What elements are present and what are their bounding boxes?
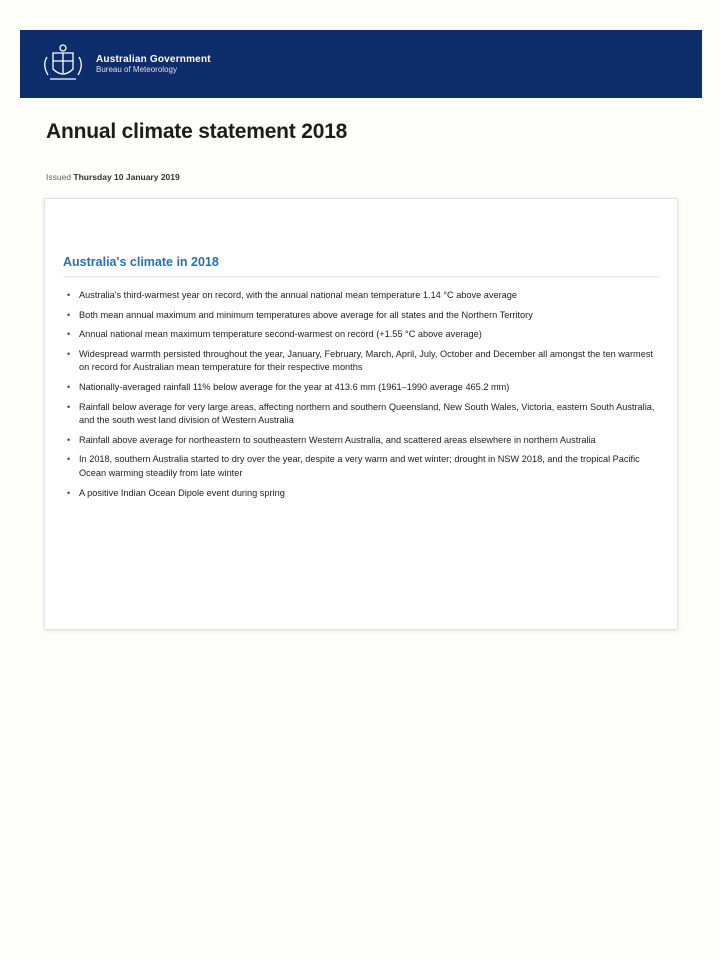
logo-line-bureau: Bureau of Meteorology (96, 65, 177, 75)
site-header (20, 30, 702, 98)
list-item: • Both mean annual maximum and minimum temperatures above average for all states and the Northern Territory (65, 309, 655, 323)
list-item: • Australia's third-warmest year on record, with the annual national mean temperature 1.14 °C above average (65, 289, 655, 303)
summary-list (65, 289, 655, 506)
heading-divider (63, 276, 659, 277)
list-item: • A positive Indian Ocean Dipole event during spring (65, 487, 655, 501)
page-title: Annual climate statement 2018 (46, 120, 348, 143)
logo-line-government: Australian Government (96, 53, 211, 65)
issued-label: Issued (46, 172, 72, 182)
summary-card (44, 198, 678, 630)
list-item: • Rainfall above average for northeastern to southeastern Western Australia, and scattered areas elsewhere in northern Australia (65, 434, 655, 448)
coat-of-arms-icon[interactable] (38, 41, 88, 87)
list-item: • Rainfall below average for very large areas, affecting northern and southern Queensland, New South Wales, Victoria, eastern South Australia, and the south west land division of Western Australia (65, 401, 655, 428)
list-item: • Nationally-averaged rainfall 11% below average for the year at 413.6 mm (1961–1990 average 465.2 mm) (65, 381, 655, 395)
issued-date: Thursday 10 January 2019 (73, 172, 180, 182)
summary-heading: Australia's climate in 2018 (63, 255, 219, 269)
list-item: • In 2018, southern Australia started to dry over the year, despite a very warm and wet winter; drought in NSW 2018, and the tropical Pacific Ocean warming steadily from late winter (65, 453, 655, 480)
logo-wordmark[interactable] (96, 54, 211, 75)
list-item: • Widespread warmth persisted throughout the year, January, February, March, April, July, October and December all amongst the ten warmest on record for Australian mean temperature for their respective months (65, 348, 655, 375)
issued-line (46, 172, 180, 182)
list-item: • Annual national mean maximum temperature second-warmest on record (+1.55 °C above average) (65, 328, 655, 342)
